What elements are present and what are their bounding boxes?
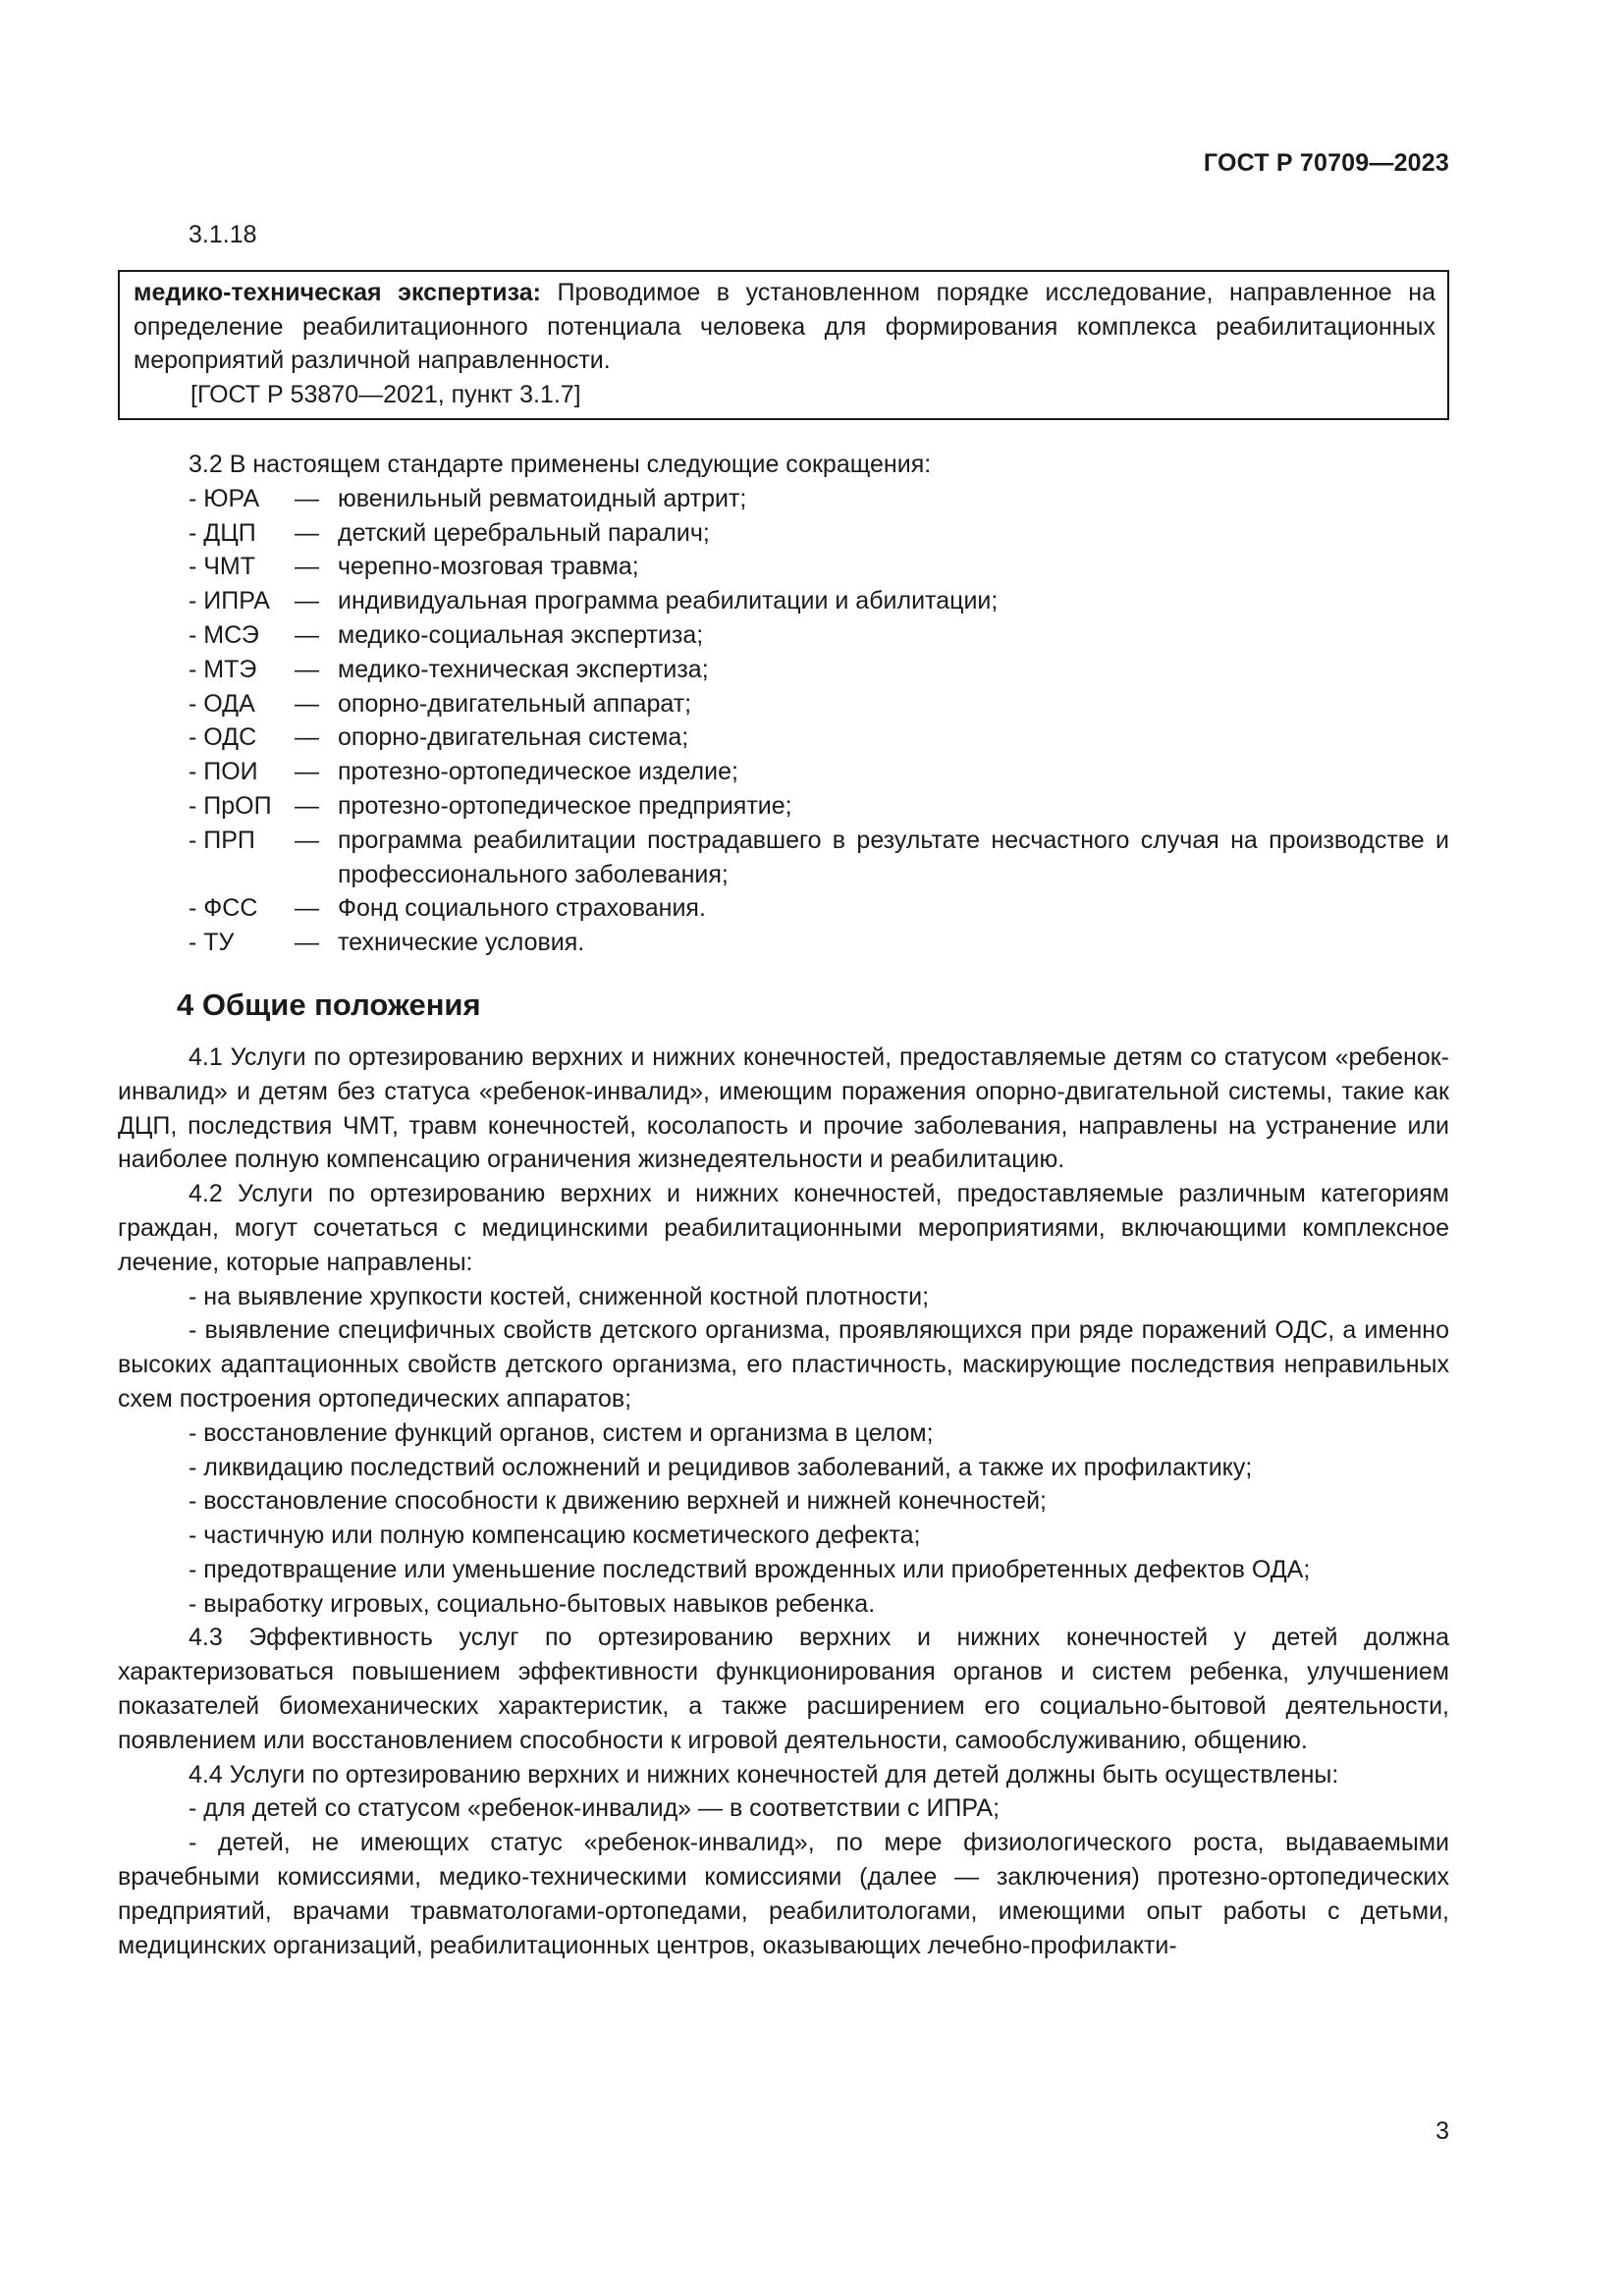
page-content: [118, 218, 1449, 1962]
abbreviation-dash: —: [295, 929, 319, 957]
abbreviation-dash: —: [295, 518, 319, 547]
paragraph-4-3: 4.3 Эффективность услуг по ортезированию верхних и нижних конечностей у детей должна характеризоваться повышением эффективности функционирования органов и систем ребенка, улучшением показателей биомеханических характеристик, а также расширением его социально-бытовой деятельности, появлением или восстановлением способности к игровой деятельности, самообслуживанию, общению.: [118, 1624, 1449, 1754]
paragraph-4-2: 4.2 Услуги по ортезированию верхних и нижних конечностей, предоставляемые различным категориям граждан, могут сочетаться с медицинскими реабилитационными мероприятиями, включающими комплексное лечение, которые направлены:: [118, 1180, 1449, 1276]
abbreviation-definition: технические условия.: [338, 929, 585, 957]
list-item: - частичную или полную компенсацию косметического дефекта;: [189, 1522, 921, 1550]
abbreviation-dash: —: [295, 587, 319, 615]
abbreviations-intro: 3.2 В настоящем стандарте применены следующие сокращения:: [189, 450, 932, 478]
abbreviation-item: [118, 926, 1449, 960]
abbreviation-dash: —: [295, 723, 319, 752]
abbreviation-definition: протезно-ортопедическое предприятие;: [338, 791, 792, 820]
abbreviation-definition: Фонд социального страхования.: [338, 894, 706, 923]
paragraph-4-4-list: [118, 1791, 1449, 1962]
abbreviation-definition: детский церебральный паралич;: [338, 518, 710, 547]
term-definition-text: Проводимое в установленном порядке исследование, направленное на определение реабилитационного потенциала человека для формирования комплекса реабилитационных мероприятий различной направленности.: [134, 278, 1436, 375]
abbreviation-item: [118, 789, 1449, 824]
list-item: - предотвращение или уменьшение последствий врожденных или приобретенных дефектов ОДА;: [189, 1555, 1311, 1583]
abbreviation-key: - ЧМТ: [189, 553, 256, 581]
list-item: - на выявление хрупкости костей, сниженной костной плотности;: [189, 1282, 930, 1310]
term-name: медико-техническая экспертиза:: [134, 278, 541, 306]
abbreviation-item: [118, 653, 1449, 687]
abbreviation-item: [118, 824, 1449, 892]
abbreviation-dash: —: [295, 894, 319, 923]
list-item: - для детей со статусом «ребенок-инвалид» — в соответствии с ИПРА;: [189, 1794, 1001, 1823]
abbreviation-item: [118, 482, 1449, 516]
clause-number: 3.1.18: [189, 221, 257, 248]
abbreviation-dash: —: [295, 689, 319, 718]
abbreviation-key: - ДЦП: [189, 518, 256, 547]
abbreviation-key: - ИПРА: [189, 587, 270, 615]
abbreviation-item: [118, 721, 1449, 755]
abbreviation-key: - ФСС: [189, 894, 258, 923]
document-header-code: ГОСТ Р 70709—2023: [1203, 149, 1449, 177]
abbreviation-key: - ЮРА: [189, 484, 260, 512]
abbreviation-definition: ювенильный ревматоидный артрит;: [338, 484, 747, 512]
abbreviation-item: [118, 550, 1449, 584]
list-item: - выявление специфичных свойств детского организма, проявляющихся при ряде поражений ОДС, а именно высоких адаптационных свойств детского организма, его пластичность, маскирующие последствия неправильных схем построения ортопедических аппаратов;: [118, 1316, 1449, 1413]
abbreviation-key: - МТЭ: [189, 655, 257, 683]
abbreviation-dash: —: [295, 826, 319, 854]
list-item: - выработку игровых, социально-бытовых навыков ребенка.: [189, 1589, 876, 1618]
paragraph-4-2-list: [118, 1280, 1449, 1622]
term-definition: [134, 276, 1435, 378]
paragraph-4-4: 4.4 Услуги по ортезированию верхних и нижних конечностей для детей должны быть осуществлены:: [189, 1760, 1339, 1789]
section-title: 4 Общие положения: [177, 987, 481, 1022]
abbreviation-key: - ПрОП: [189, 791, 272, 820]
page-number: 3: [1435, 2117, 1449, 2145]
list-item: - детей, не имеющих статус «ребенок-инвалид», по мере физиологического роста, выдаваемыми врачебными комиссиями, медико-техническими комиссиями (далее — заключения) протезно-ортопедических предприятий, врачами травматологами-ортопедами, реабилитологами, имеющими опыт работы с детьми, медицинских организаций, реабилитационных центров, оказывающих лечебно-профилакти-: [118, 1829, 1449, 1959]
abbreviation-key: - ТУ: [189, 929, 235, 957]
abbreviation-dash: —: [295, 791, 319, 820]
list-item: - восстановление способности к движению верхней и нижней конечностей;: [189, 1487, 1047, 1516]
abbreviation-dash: —: [295, 655, 319, 683]
abbreviation-dash: —: [295, 758, 319, 786]
list-item: - ликвидацию последствий осложнений и рецидивов заболеваний, а также их профилактику;: [189, 1453, 1253, 1481]
abbreviation-key: - ОДА: [189, 689, 255, 718]
abbreviation-item: [118, 687, 1449, 721]
abbreviation-item: [118, 516, 1449, 551]
paragraph-4-1: 4.1 Услуги по ортезированию верхних и нижних конечностей, предоставляемые детям со статусом «ребенок-инвалид» и детям без статуса «ребенок-инвалид», имеющим поражения опорно-двигательной системы, такие как ДЦП, последствия ЧМТ, травм конечностей, косолапость и прочие заболевания, направлены на устранение или наиболее полную компенсацию ограничения жизнедеятельности и реабилитацию.: [118, 1042, 1449, 1174]
abbreviation-dash: —: [295, 484, 319, 512]
abbreviation-key: - ПРП: [189, 826, 255, 854]
abbreviation-item: [118, 618, 1449, 653]
abbreviation-definition: протезно-ортопедическое изделие;: [338, 758, 738, 786]
abbreviation-dash: —: [295, 553, 319, 581]
abbreviation-definition: опорно-двигательная система;: [338, 723, 689, 752]
abbreviation-definition: медико-техническая экспертиза;: [338, 655, 709, 683]
abbreviation-item: [118, 755, 1449, 789]
abbreviation-key: - МСЭ: [189, 620, 259, 649]
term-source: [ГОСТ Р 53870—2021, пункт 3.1.7]: [190, 381, 581, 409]
abbreviation-definition: опорно-двигательный аппарат;: [338, 689, 692, 718]
abbreviation-definition: медико-социальная экспертиза;: [338, 620, 704, 649]
abbreviation-definition: программа реабилитации пострадавшего в результате несчастного случая на производстве и профессионального заболевания;: [338, 826, 1449, 888]
abbreviation-key: - ПОИ: [189, 758, 258, 786]
abbreviation-item: [118, 891, 1449, 926]
term-definition-box: [118, 270, 1449, 420]
abbreviation-definition: индивидуальная программа реабилитации и абилитации;: [338, 587, 999, 615]
abbreviation-key: - ОДС: [189, 723, 257, 752]
abbreviation-dash: —: [295, 620, 319, 649]
list-item: - восстановление функций органов, систем и организма в целом;: [189, 1418, 934, 1447]
abbreviation-definition: черепно-мозговая травма;: [338, 553, 639, 581]
abbreviations-list: [118, 482, 1449, 960]
abbreviation-item: [118, 584, 1449, 618]
